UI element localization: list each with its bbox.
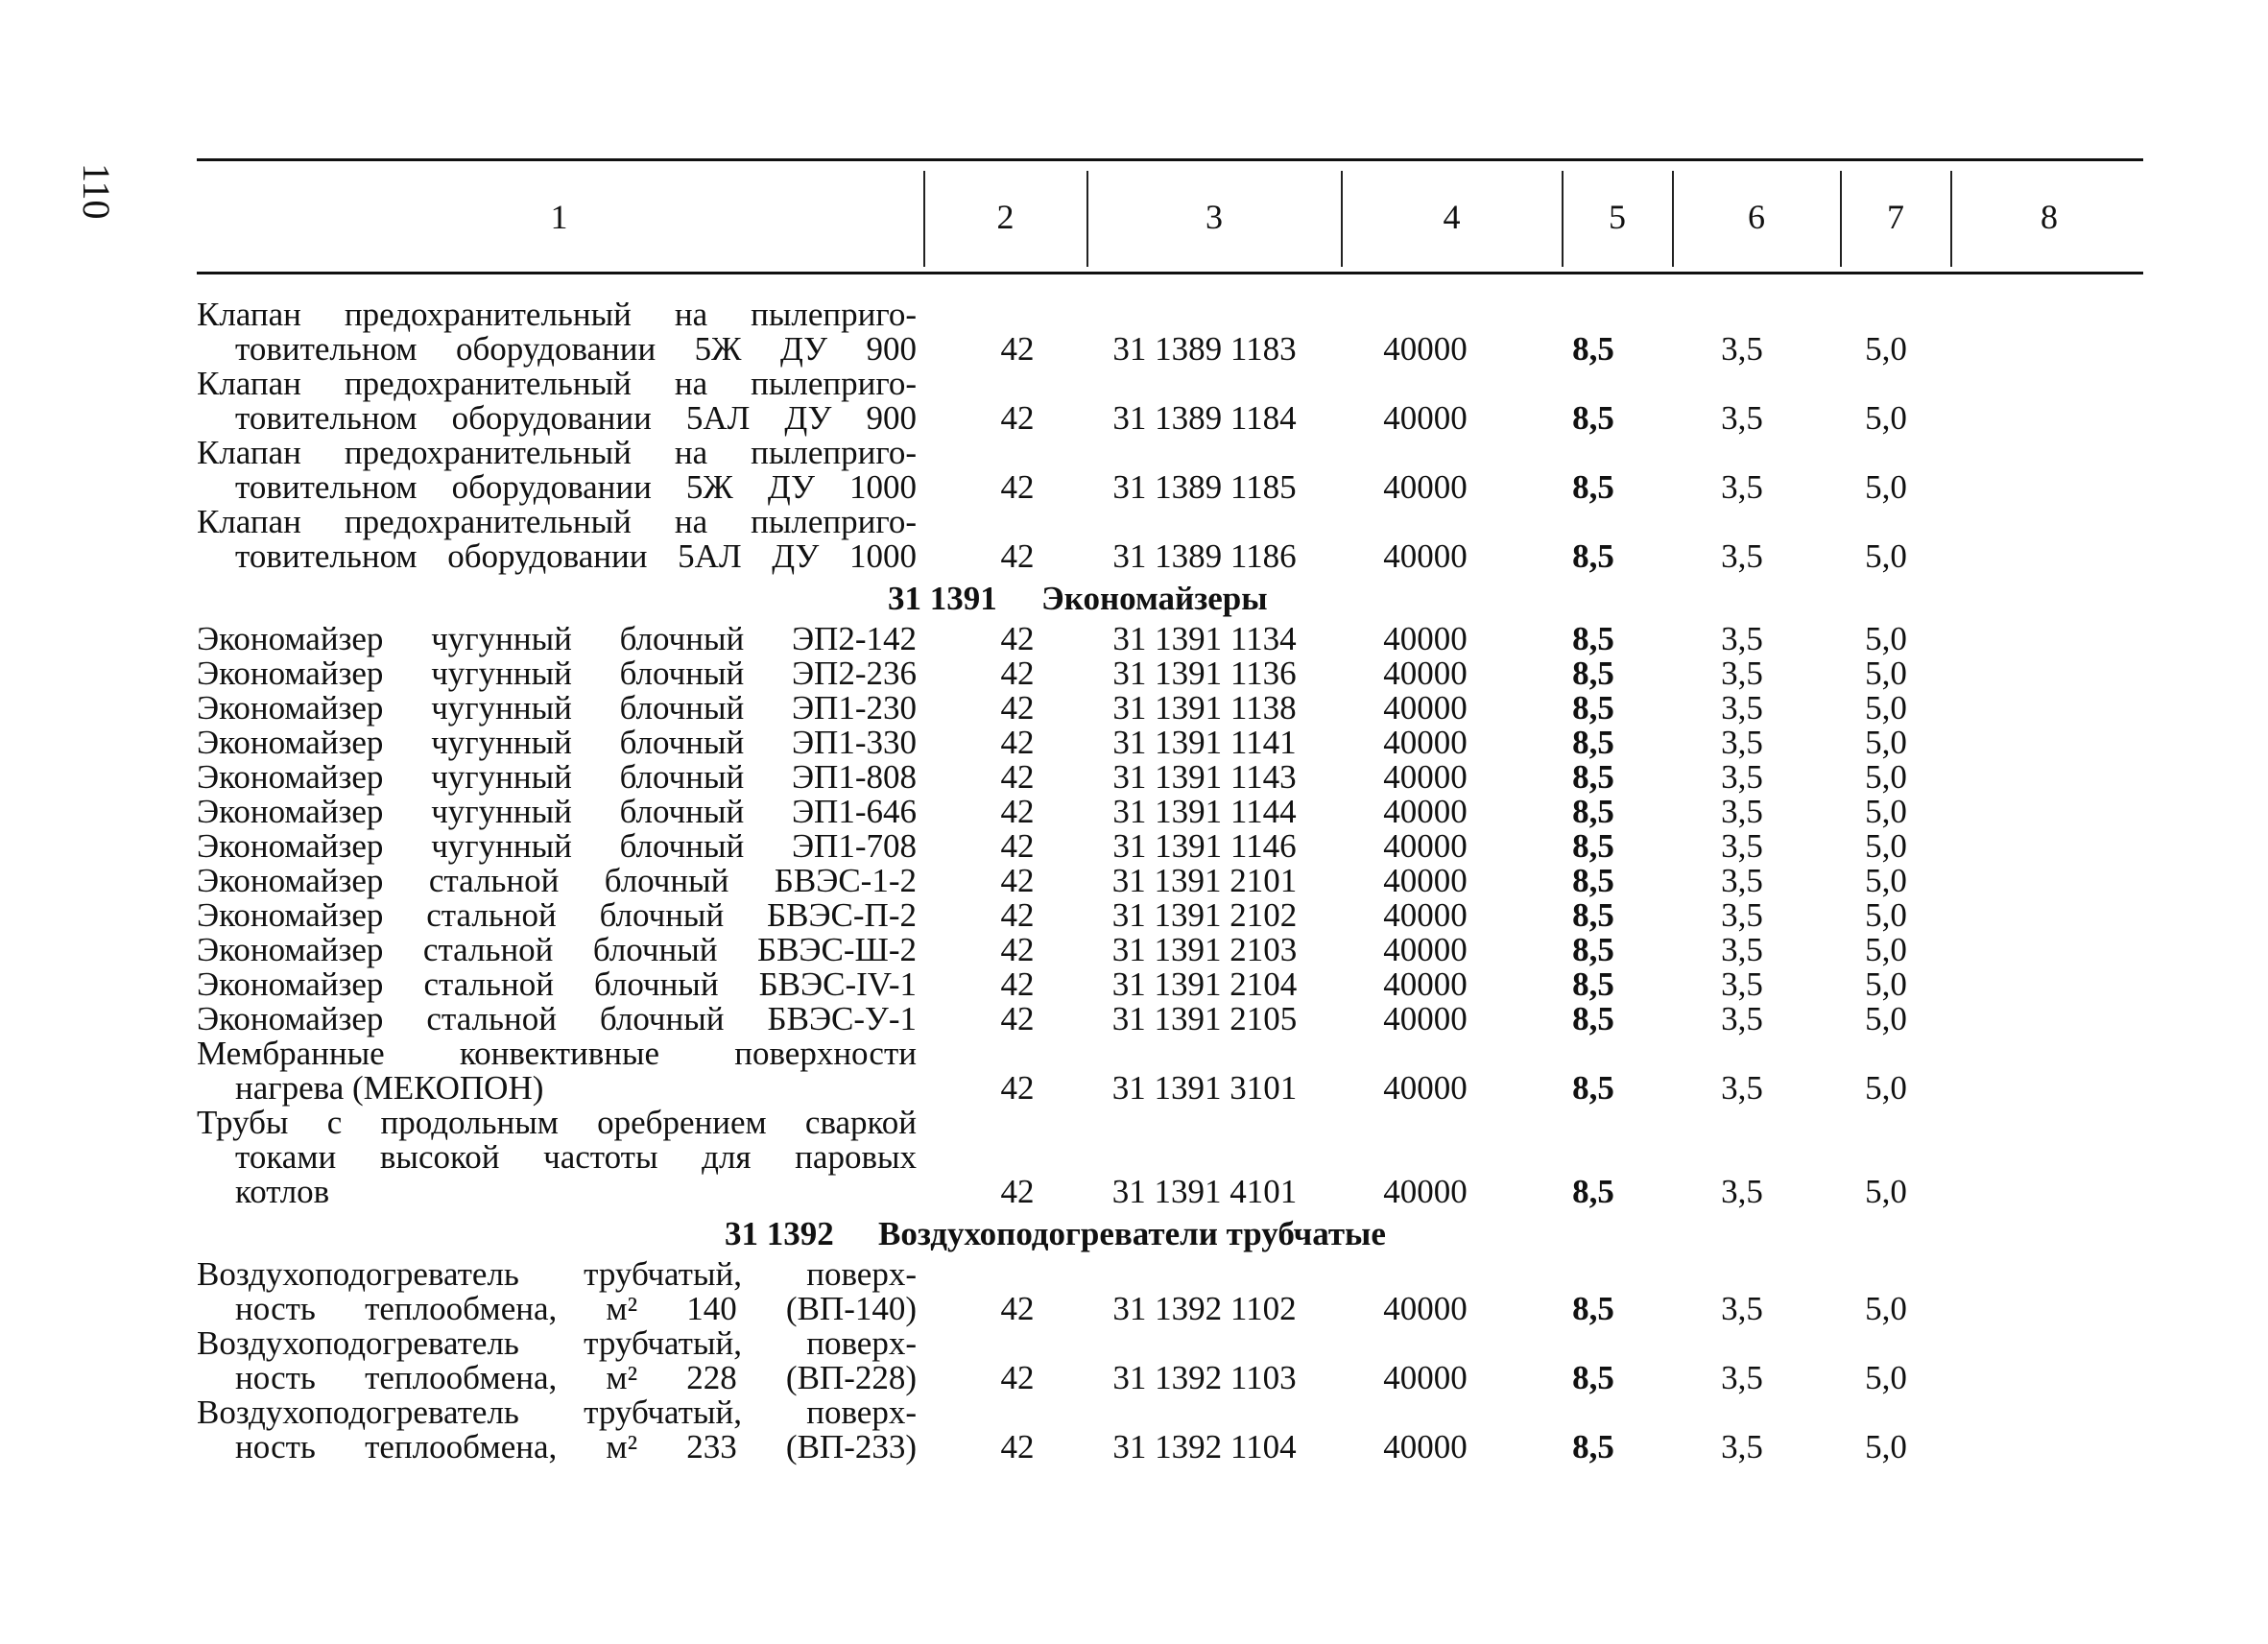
cell-col-6: 3,5 [1721,827,1763,865]
column-header-7: 7 [1887,197,1904,236]
cell-col-7: 5,0 [1865,689,1907,727]
table-row [0,1002,2268,1036]
table-row [0,898,2268,933]
cell-col-2: 42 [1000,1069,1035,1107]
item-description [197,367,917,436]
table-row [0,367,2268,436]
item-description [197,1395,917,1465]
item-description [197,505,917,574]
cell-col-3: 31 1391 1138 [1112,689,1297,727]
description-line: Экономайзер чугунный блочный ЭП1-808 [197,758,917,796]
cell-col-4: 40000 [1383,931,1468,968]
cell-col-4: 40000 [1383,1000,1468,1037]
cell-col-7: 5,0 [1865,862,1907,899]
column-header-6: 6 [1748,197,1765,236]
cell-col-5: 8,5 [1572,965,1614,1003]
item-description [197,829,917,864]
cell-col-4: 40000 [1383,689,1468,727]
cell-col-7: 5,0 [1865,758,1907,796]
description-line: Воздухоподогреватель трубчатый, поверх- [197,1255,917,1293]
cell-col-3: 31 1391 2104 [1111,965,1298,1003]
table-row [0,829,2268,864]
cell-col-6: 3,5 [1721,793,1763,830]
cell-col-4: 40000 [1383,862,1468,899]
column-divider [1672,171,1674,267]
cell-col-3: 31 1389 1186 [1112,537,1297,575]
cell-col-5: 8,5 [1572,1000,1614,1037]
cell-col-4: 40000 [1383,1290,1468,1327]
cell-col-3: 31 1391 2102 [1111,896,1298,934]
table-row [0,1257,2268,1326]
description-line: Экономайзер чугунный блочный ЭП1-230 [197,689,917,727]
item-description [197,1036,917,1106]
cell-col-3: 31 1391 1146 [1112,827,1297,865]
cell-col-2: 42 [1000,793,1035,830]
column-divider [923,171,925,267]
column-header-4: 4 [1443,197,1461,236]
section-safety-valves [0,298,2268,574]
cell-col-3: 31 1391 2101 [1111,862,1298,899]
cell-col-3: 31 1389 1185 [1112,468,1297,506]
cell-col-3: 31 1389 1183 [1112,330,1297,368]
column-header-5: 5 [1609,197,1626,236]
cell-col-4: 40000 [1383,537,1468,575]
description-line: Экономайзер чугунный блочный ЭП2-142 [197,620,917,657]
cell-col-7: 5,0 [1865,1359,1907,1396]
cell-col-4: 40000 [1383,1359,1468,1396]
cell-col-7: 5,0 [1865,620,1907,657]
cell-col-6: 3,5 [1721,620,1763,657]
description-line: токами высокой частоты для паровых [235,1138,917,1176]
cell-col-4: 40000 [1383,1173,1468,1210]
table-header [197,161,2143,272]
cell-col-6: 3,5 [1721,1069,1763,1107]
cell-col-2: 42 [1000,1290,1035,1327]
item-description [197,298,917,367]
description-line: Клапан предохранительный на пылеприго- [197,365,917,402]
cell-col-4: 40000 [1383,965,1468,1003]
table-row [0,1326,2268,1395]
cell-col-2: 42 [1000,965,1035,1003]
cell-col-3: 31 1389 1184 [1112,399,1297,437]
cell-col-7: 5,0 [1865,827,1907,865]
item-description [197,898,917,933]
cell-col-3: 31 1392 1102 [1112,1290,1297,1327]
description-line: Экономайзер стальной блочный БВЭС-У-1 [197,1000,917,1037]
cell-col-5: 8,5 [1572,793,1614,830]
cell-col-3: 31 1391 3101 [1111,1069,1298,1107]
cell-col-5: 8,5 [1572,758,1614,796]
cell-col-7: 5,0 [1865,1290,1907,1327]
cell-col-5: 8,5 [1572,1069,1614,1107]
section-title-air-heaters [0,1209,2268,1257]
cell-col-3: 31 1391 4101 [1111,1173,1298,1210]
cell-col-7: 5,0 [1865,1428,1907,1465]
cell-col-5: 8,5 [1572,330,1614,368]
cell-col-5: 8,5 [1572,1359,1614,1396]
description-line: нагрева (МЕКОПОН) [235,1069,544,1107]
cell-col-2: 42 [1000,468,1035,506]
table-row [0,622,2268,656]
table-row [0,795,2268,829]
cell-col-5: 8,5 [1572,896,1614,934]
item-description [197,656,917,691]
cell-col-4: 40000 [1383,793,1468,830]
item-description [197,795,917,829]
table-row [0,505,2268,574]
description-line: Трубы с продольным оребрением сваркой [197,1104,917,1141]
cell-col-6: 3,5 [1721,1290,1763,1327]
item-description [197,691,917,726]
column-header-1: 1 [550,197,568,236]
item-description [197,760,917,795]
table-row [0,726,2268,760]
cell-col-5: 8,5 [1572,1428,1614,1465]
cell-col-2: 42 [1000,1000,1035,1037]
cell-col-6: 3,5 [1721,537,1763,575]
table-header-bottom-rule [197,272,2143,274]
description-line: Экономайзер чугунный блочный ЭП2-236 [197,655,917,692]
cell-col-3: 31 1392 1103 [1112,1359,1297,1396]
cell-col-3: 31 1391 2103 [1111,931,1298,968]
description-line: Экономайзер чугунный блочный ЭП1-708 [197,827,917,865]
cell-col-6: 3,5 [1721,862,1763,899]
item-description [197,726,917,760]
cell-col-7: 5,0 [1865,1000,1907,1037]
cell-col-2: 42 [1000,758,1035,796]
cell-col-2: 42 [1000,689,1035,727]
cell-col-3: 31 1391 2105 [1111,1000,1298,1037]
table-row [0,760,2268,795]
column-header-3: 3 [1206,197,1223,236]
cell-col-5: 8,5 [1572,862,1614,899]
cell-col-7: 5,0 [1865,793,1907,830]
cell-col-2: 42 [1000,620,1035,657]
item-description [197,967,917,1002]
section-name: Экономайзеры [1041,580,1268,617]
cell-col-7: 5,0 [1865,399,1907,437]
item-description [197,1106,917,1209]
description-line: товительном оборудовании 5АЛ ДУ 900 [235,399,917,437]
cell-col-3: 31 1391 1143 [1112,758,1297,796]
cell-col-7: 5,0 [1865,931,1907,968]
cell-col-4: 40000 [1383,758,1468,796]
column-header-8: 8 [2041,197,2058,236]
table-row [0,1395,2268,1465]
description-line: Экономайзер стальной блочный БВЭС-П-2 [197,896,917,934]
cell-col-2: 42 [1000,862,1035,899]
cell-col-6: 3,5 [1721,1428,1763,1465]
cell-col-6: 3,5 [1721,896,1763,934]
cell-col-2: 42 [1000,537,1035,575]
cell-col-7: 5,0 [1865,655,1907,692]
table-row [0,933,2268,967]
cell-col-6: 3,5 [1721,1359,1763,1396]
section-air-heaters [0,1257,2268,1465]
cell-col-7: 5,0 [1865,965,1907,1003]
cell-col-4: 40000 [1383,724,1468,761]
cell-col-7: 5,0 [1865,896,1907,934]
cell-col-3: 31 1391 1144 [1112,793,1297,830]
cell-col-5: 8,5 [1572,399,1614,437]
cell-col-4: 40000 [1383,330,1468,368]
column-divider [1950,171,1952,267]
cell-col-4: 40000 [1383,399,1468,437]
column-header-2: 2 [996,197,1015,236]
item-description [197,436,917,505]
section-economizers [0,622,2268,1209]
cell-col-5: 8,5 [1572,655,1614,692]
cell-col-4: 40000 [1383,1069,1468,1107]
cell-col-2: 42 [1000,330,1035,368]
item-description [197,622,917,656]
description-line: Клапан предохранительный на пылеприго- [197,434,917,471]
description-line: Воздухоподогреватель трубчатый, поверх- [197,1394,917,1431]
cell-col-6: 3,5 [1721,655,1763,692]
table-row [0,967,2268,1002]
cell-col-3: 31 1392 1104 [1112,1428,1297,1465]
description-line: Клапан предохранительный на пылеприго- [197,296,917,333]
column-divider [1341,171,1343,267]
table-row [0,864,2268,898]
cell-col-6: 3,5 [1721,689,1763,727]
cell-col-7: 5,0 [1865,724,1907,761]
description-line: ность теплообмена, м² 228 (ВП-228) [235,1359,917,1396]
cell-col-4: 40000 [1383,620,1468,657]
description-line: Экономайзер стальной блочный БВЭС-IV-1 [197,965,917,1003]
cell-col-7: 5,0 [1865,330,1907,368]
cell-col-5: 8,5 [1572,1173,1614,1210]
column-divider [1562,171,1564,267]
description-line: Воздухоподогреватель трубчатый, поверх- [197,1324,917,1362]
page-number: 110 [75,163,118,220]
cell-col-5: 8,5 [1572,931,1614,968]
cell-col-2: 42 [1000,724,1035,761]
cell-col-7: 5,0 [1865,537,1907,575]
cell-col-6: 3,5 [1721,330,1763,368]
description-line: товительном оборудовании 5Ж ДУ 900 [235,330,917,368]
cell-col-6: 3,5 [1721,1173,1763,1210]
cell-col-2: 42 [1000,931,1035,968]
column-divider [1086,171,1088,267]
table-row [0,691,2268,726]
description-line: ность теплообмена, м² 140 (ВП-140) [235,1290,917,1327]
section-code: 31 1391 [888,580,997,617]
table-row [0,298,2268,367]
cell-col-5: 8,5 [1572,468,1614,506]
table-row [0,1036,2268,1106]
item-description [197,864,917,898]
description-line: ность теплообмена, м² 233 (ВП-233) [235,1428,917,1465]
cell-col-6: 3,5 [1721,758,1763,796]
cell-col-7: 5,0 [1865,1069,1907,1107]
cell-col-6: 3,5 [1721,724,1763,761]
cell-col-6: 3,5 [1721,468,1763,506]
cell-col-3: 31 1391 1134 [1112,620,1297,657]
table-row [0,436,2268,505]
cell-col-7: 5,0 [1865,468,1907,506]
item-description [197,1326,917,1395]
description-line: Экономайзер чугунный блочный ЭП1-330 [197,724,917,761]
section-title-economizers [0,574,2268,622]
description-line: Экономайзер чугунный блочный ЭП1-646 [197,793,917,830]
cell-col-2: 42 [1000,827,1035,865]
cell-col-4: 40000 [1383,468,1468,506]
cell-col-3: 31 1391 1141 [1112,724,1297,761]
cell-col-2: 42 [1000,1173,1035,1210]
cell-col-6: 3,5 [1721,399,1763,437]
cell-col-6: 3,5 [1721,931,1763,968]
item-description [197,1002,917,1036]
cell-col-2: 42 [1000,1428,1035,1465]
description-line: Клапан предохранительный на пылеприго- [197,503,917,540]
description-line: товительном оборудовании 5АЛ ДУ 1000 [235,537,917,575]
description-line: котлов [235,1173,330,1210]
table-row [0,1106,2268,1209]
description-line: Мембранные конвективные поверхности [197,1035,917,1072]
item-description [197,933,917,967]
description-line: товительном оборудовании 5Ж ДУ 1000 [235,468,917,506]
table-body [0,298,2268,1465]
cell-col-4: 40000 [1383,896,1468,934]
cell-col-2: 42 [1000,399,1035,437]
cell-col-2: 42 [1000,655,1035,692]
cell-col-6: 3,5 [1721,965,1763,1003]
section-code: 31 1392 [725,1215,834,1252]
cell-col-5: 8,5 [1572,620,1614,657]
cell-col-4: 40000 [1383,1428,1468,1465]
cell-col-2: 42 [1000,1359,1035,1396]
section-name: Воздухоподогреватели трубчатые [878,1215,1386,1252]
item-description [197,1257,917,1326]
cell-col-4: 40000 [1383,827,1468,865]
cell-col-5: 8,5 [1572,724,1614,761]
cell-col-5: 8,5 [1572,827,1614,865]
cell-col-4: 40000 [1383,655,1468,692]
cell-col-6: 3,5 [1721,1000,1763,1037]
cell-col-5: 8,5 [1572,1290,1614,1327]
column-divider [1840,171,1842,267]
cell-col-2: 42 [1000,896,1035,934]
cell-col-3: 31 1391 1136 [1112,655,1297,692]
table-row [0,656,2268,691]
description-line: Экономайзер стальной блочный БВЭС-Ш-2 [197,931,917,968]
description-line: Экономайзер стальной блочный БВЭС-1-2 [197,862,917,899]
cell-col-5: 8,5 [1572,537,1614,575]
cell-col-5: 8,5 [1572,689,1614,727]
cell-col-7: 5,0 [1865,1173,1907,1210]
